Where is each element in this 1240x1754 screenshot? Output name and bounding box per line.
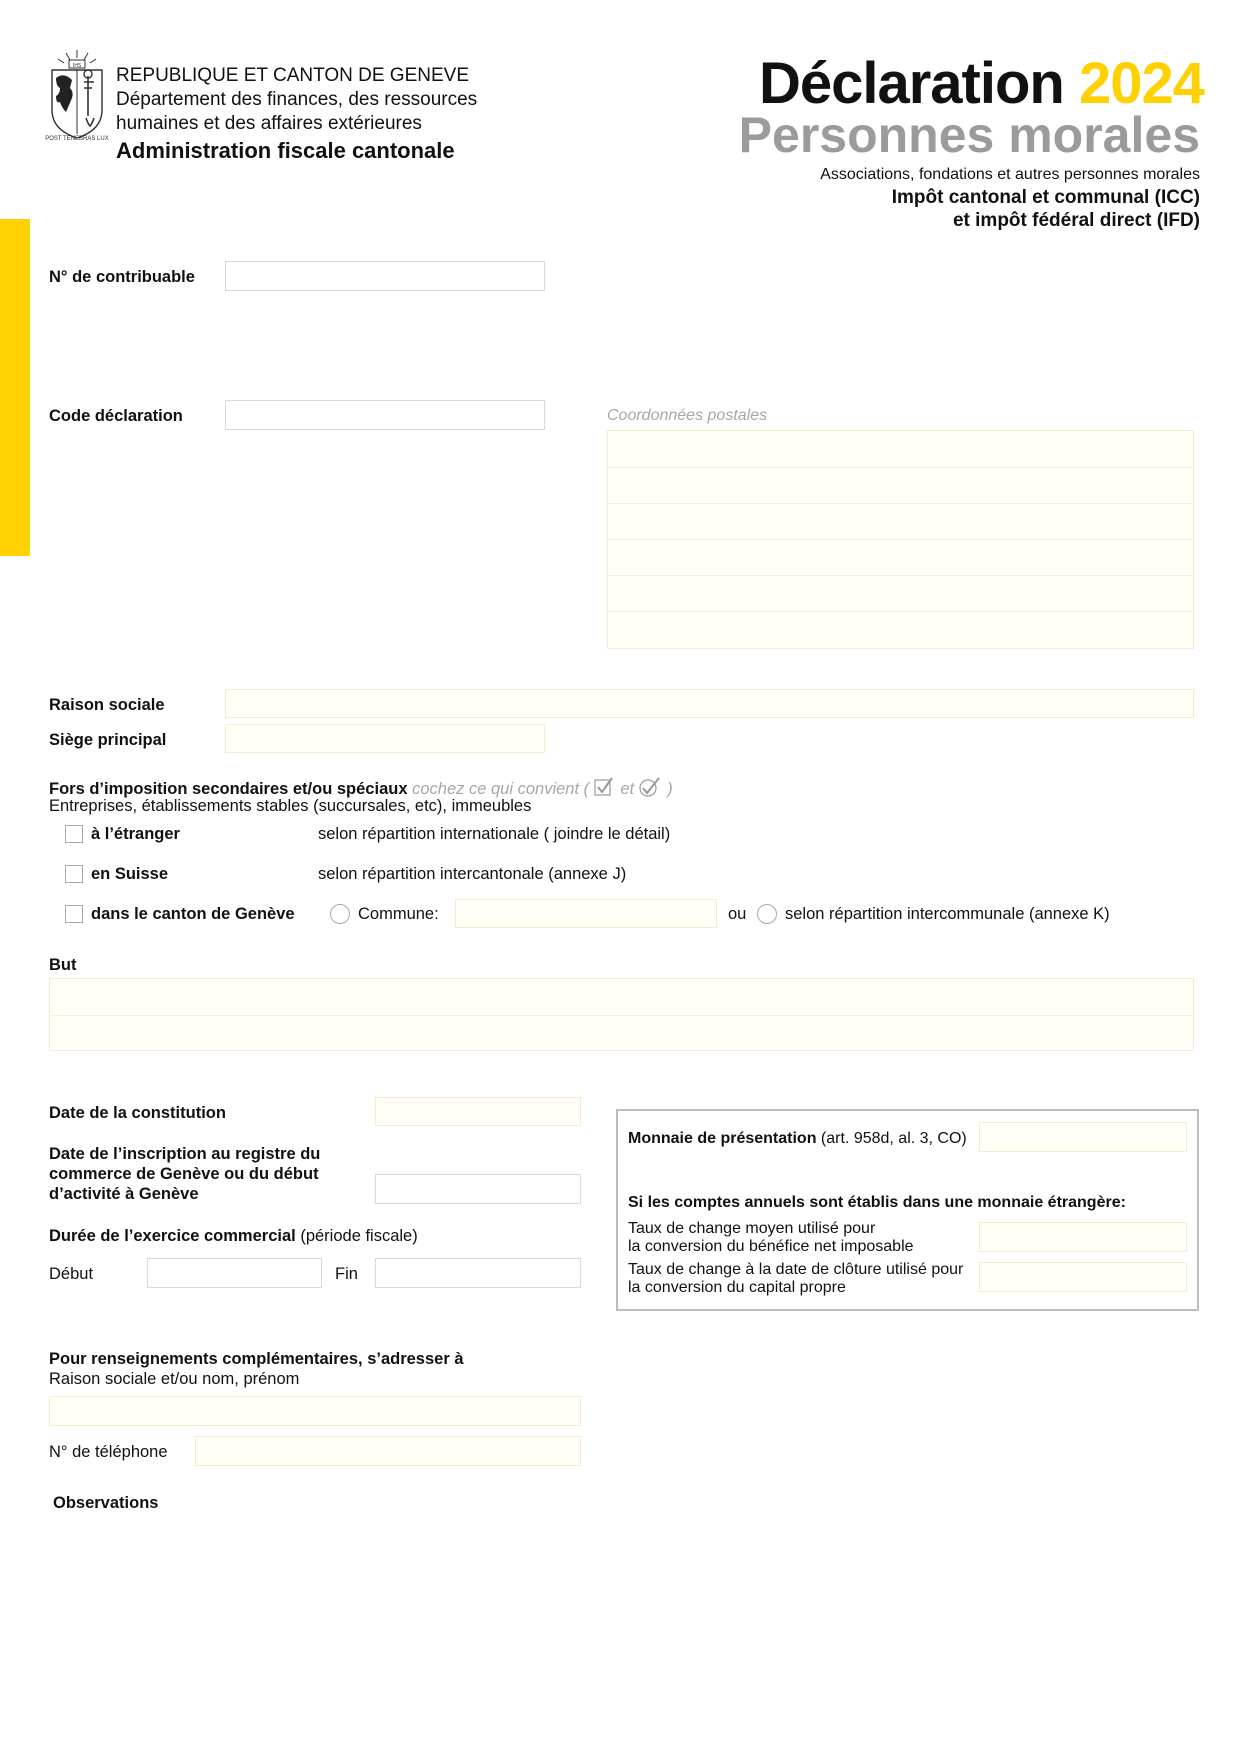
taxpayer-number-label: N° de contribuable xyxy=(49,268,195,286)
declaration-code-field[interactable] xyxy=(225,400,545,430)
geneva-canton-checkbox[interactable] xyxy=(65,905,83,923)
tax-icc: Impôt cantonal et communal (ICC) xyxy=(891,187,1200,208)
switzerland-description: selon répartition intercantonale (annexe J) xyxy=(318,865,627,883)
fiscal-period-label: Durée de l’exercice commercial xyxy=(49,1227,296,1245)
postal-line xyxy=(608,611,1193,612)
switzerland-label: en Suisse xyxy=(91,865,169,883)
end-date-field[interactable] xyxy=(375,1258,581,1288)
currency-box xyxy=(616,1109,1199,1311)
title-year: 2024 xyxy=(1078,51,1204,116)
motto-text: POST TENEBRAS LUX xyxy=(45,136,109,142)
accent-bar xyxy=(0,219,30,556)
contact-heading: Pour renseignements complémentaires, s’adresser à xyxy=(49,1350,464,1368)
switzerland-checkbox[interactable] xyxy=(65,865,83,883)
abroad-checkbox[interactable] xyxy=(65,825,83,843)
currency-label: Monnaie de présentation xyxy=(628,1130,817,1147)
tax-ifd: et impôt fédéral direct (IFD) xyxy=(952,210,1200,231)
registry-date-label xyxy=(49,1144,320,1204)
radio-example-icon xyxy=(639,777,663,802)
purpose-line xyxy=(50,1015,1193,1016)
constitution-date-label: Date de la constitution xyxy=(49,1104,226,1122)
postal-line xyxy=(608,467,1193,468)
declaration-code-label: Code déclaration xyxy=(49,407,183,425)
head-office-label: Siège principal xyxy=(49,731,167,749)
head-office-field[interactable] xyxy=(225,724,545,753)
closing-rate-field[interactable] xyxy=(979,1262,1187,1292)
closing-rate-label xyxy=(628,1261,963,1297)
fiscal-period-note: (période fiscale) xyxy=(300,1227,418,1245)
document-subtitle: Personnes morales xyxy=(738,107,1200,163)
purpose-field[interactable] xyxy=(49,978,1194,1051)
taxpayer-number-field[interactable] xyxy=(225,261,545,291)
avg-rate-field[interactable] xyxy=(979,1222,1187,1252)
closing-rate-line-2: la conversion du capital propre xyxy=(628,1279,846,1296)
closing-rate-line-1: Taux de change à la date de clôture utilisé pour xyxy=(628,1261,964,1278)
contact-name-field[interactable] xyxy=(49,1396,581,1426)
fors-hint-prefix: cochez ce qui convient ( xyxy=(412,780,590,798)
company-name-label: Raison sociale xyxy=(49,696,165,714)
intercommunal-radio[interactable] xyxy=(757,904,777,924)
commune-radio[interactable] xyxy=(330,904,350,924)
geneva-canton-label: dans le canton de Genève xyxy=(91,905,295,923)
intercommunal-label: selon répartition intercommunale (annexe K) xyxy=(785,905,1110,923)
currency-heading xyxy=(628,1130,967,1148)
postal-address-label: Coordonnées postales xyxy=(607,407,768,424)
issuer-block xyxy=(116,64,477,165)
observations-area[interactable] xyxy=(49,1522,1194,1722)
title-details xyxy=(820,164,1200,232)
registry-date-line-2: commerce de Genève ou du début xyxy=(49,1165,319,1183)
commune-field[interactable] xyxy=(455,899,717,928)
avg-rate-label xyxy=(628,1220,914,1256)
department-line-1: Département des finances, des ressources xyxy=(116,89,478,110)
avg-rate-line-1: Taux de change moyen utilisé pour xyxy=(628,1220,876,1237)
geneva-coat-of-arms-icon xyxy=(46,48,108,144)
title-description: Associations, fondations et autres personnes morales xyxy=(820,166,1200,183)
postal-line xyxy=(608,539,1193,540)
currency-field[interactable] xyxy=(979,1122,1187,1152)
fors-hint-and: et xyxy=(620,780,635,798)
foreign-currency-note: Si les comptes annuels sont établis dans une monnaie étrangère: xyxy=(628,1194,1126,1211)
fors-subtitle: Entreprises, établissements stables (succursales, etc), immeubles xyxy=(49,797,532,815)
company-name-field[interactable] xyxy=(225,689,1194,718)
abroad-description: selon répartition internationale ( joindre le détail) xyxy=(318,825,671,843)
registry-date-line-1: Date de l’inscription au registre du xyxy=(49,1145,321,1163)
checkbox-example-icon xyxy=(594,777,616,802)
abroad-label: à l’étranger xyxy=(91,825,180,843)
avg-rate-line-2: la conversion du bénéfice net imposable xyxy=(628,1238,914,1255)
fiscal-period-heading xyxy=(49,1227,418,1246)
currency-note: (art. 958d, al. 3, CO) xyxy=(820,1130,967,1147)
title-main-text: Déclaration xyxy=(758,51,1064,116)
postal-line xyxy=(608,575,1193,576)
administration-name: Administration fiscale cantonale xyxy=(116,138,455,163)
registry-date-line-3: d’activité à Genève xyxy=(49,1185,199,1203)
fors-title: Fors d’imposition secondaires et/ou spéciaux xyxy=(49,780,408,798)
department-line-2: humaines et des affaires extérieures xyxy=(116,113,422,134)
registry-date-field[interactable] xyxy=(375,1174,581,1204)
fors-hint-suffix: ) xyxy=(667,780,673,798)
observations-label: Observations xyxy=(53,1494,159,1512)
postal-line xyxy=(608,503,1193,504)
start-label: Début xyxy=(49,1265,94,1283)
phone-field[interactable] xyxy=(195,1436,581,1466)
or-label: ou xyxy=(728,905,747,923)
postal-address-field[interactable] xyxy=(607,430,1194,649)
purpose-label: But xyxy=(49,956,77,974)
constitution-date-field[interactable] xyxy=(375,1097,581,1126)
end-label: Fin xyxy=(335,1265,358,1283)
phone-label: N° de téléphone xyxy=(49,1443,168,1461)
contact-subtitle: Raison sociale et/ou nom, prénom xyxy=(49,1370,300,1388)
svg-text:IHS: IHS xyxy=(72,63,82,69)
commune-label: Commune: xyxy=(358,905,439,923)
start-date-field[interactable] xyxy=(147,1258,322,1288)
republic-name: REPUBLIQUE ET CANTON DE GENEVE xyxy=(116,65,469,86)
